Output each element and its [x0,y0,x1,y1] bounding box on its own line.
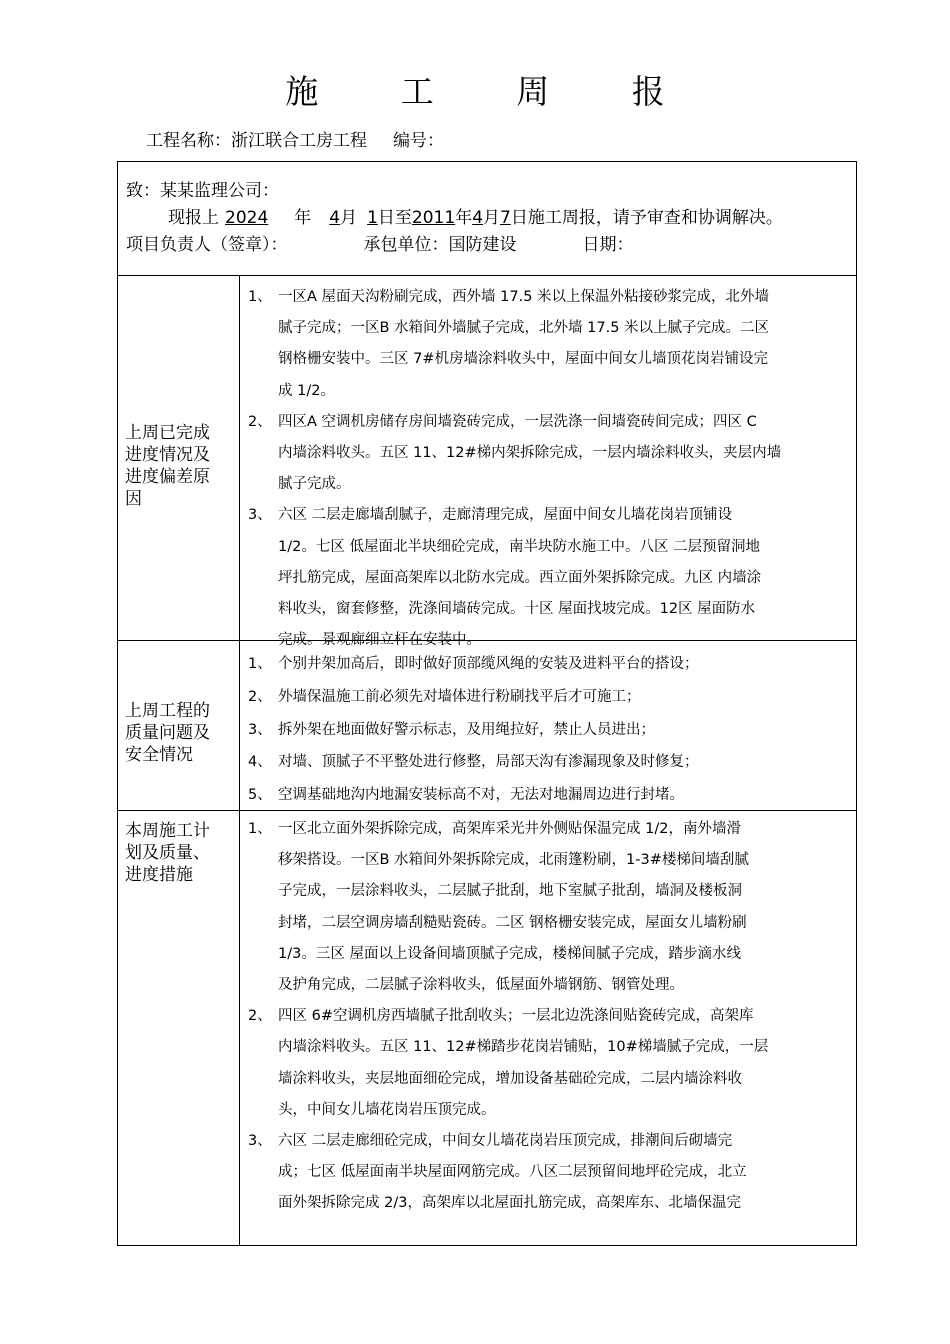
section-content-this-week-plan [248,814,848,1220]
section-label-this-week-plan: 本周施工计 划及质量、 进度措施 [125,821,210,885]
project-info [146,128,444,154]
addressee: 致：某某监理公司： [126,181,279,201]
year-start: 2024 [225,208,269,228]
signature-line [126,232,848,259]
section-content-last-week-progress [248,282,848,656]
list-item: 3、 拆外架在地面做好警示标志，及用绳拉好，禁止人员进出； [248,721,655,738]
report-header [126,178,848,259]
day-start: 1 [367,208,378,228]
list-item: 4、 对墙、顶腻子不平整处进行修整，局部天沟有渗漏现象及时修复； [248,754,699,771]
section-label-last-week-progress: 上周已完成 进度情况及 进度偏差原 因 [125,423,210,509]
project-number: 编号： [393,131,444,151]
report-table [117,161,857,1246]
list-item: 5、 空调基础地沟内地漏安装标高不对，无法对地漏周边进行封堵。 [248,787,684,804]
section-content-quality-safety [248,648,848,812]
project-name: 工程名称：浙江联合工房工程 [146,131,367,151]
day-end: 7 [500,208,511,228]
list-item: 1、 一区A 屋面天沟粉刷完成，西外墙 17.5 米以上保温外粘接砂浆完成，北外墙 腻子完成；一区B 水箱间外墙腻子完成，北外墙 17.5 米以上腻子完成。二区 钢格栅安装中。三区 7#机房墙涂料收头中，屋面中间女儿墙顶花岗岩铺设完 成 1/2。 [248,289,770,399]
month-start: 4 [329,208,341,228]
list-item: 3、 六区 二层走廊细砼完成，中间女儿墙花岗岩压顶完成，排潮间后砌墙完 成；七区 低屋面南半块屋面网筋完成。八区二层预留间地坪砼完成，北立 面外架拆除完成 2/3，高架库以北屋面扎筋完成，高架库东、北墙保温完 [248,1133,747,1212]
year-end: 2011 [411,208,456,228]
list-item: 2、 外墙保温施工前必须先对墙体进行粉刷找平后才可施工； [248,688,641,705]
report-statement: 现报上 2024 年 4月 1日至2011年4月7日施工周报，请予审查和协调解决。 [168,208,783,228]
project-manager: 项目负责人（签章）： [126,235,288,255]
contractor: 承包单位：国防建设 [363,235,517,255]
row-divider [118,275,856,276]
list-item: 2、 四区A 空调机房储存房间墙瓷砖完成，一层洗涤一间墙瓷砖间完成；四区 C 内墙涂料收头。五区 11、12#梯内架拆除完成，一层内墙涂料收头，夹层内墙 腻子完成。 [248,413,782,493]
list-item: 2、 四区 6#空调机房西墙腻子批刮收头；一层北边洗涤间贴瓷砖完成，高架库 内墙涂料收头。五区 11、12#梯踏步花岗岩铺贴，10#梯墙腻子完成，一层 墙涂料收头，夹层地面细砼完成，增加设备基础砼完成，二层内墙涂料收 头，中间女儿墙花岗岩压顶完成。 [248,1008,769,1118]
list-item: 1、 个别井架加高后，即时做好顶部缆风绳的安装及进料平台的搭设； [248,656,699,672]
section-label-quality-safety: 上周工程的 质量问题及 安全情况 [125,701,210,765]
list-item: 1、 一区北立面外架拆除完成，高架库采光井外侧贴保温完成 1/2，南外墙滑 移架搭设。一区B 水箱间外架拆除完成，北雨篷粉刷，1-3#楼梯间墙刮腻 子完成，一层涂料收头，二层腻子批刮，地下室腻子批刮，墙洞及楼板洞 封堵，二层空调房墙刮糙贴瓷砖。二区 钢格栅安装完成，屋面女儿墙粉刷 1/3。三区 屋面以上设备间墙顶腻子完成，楼梯间腻子完成，踏步滴水线 及护角完成，二层腻子涂料收头，低屋面外墙钢筋、钢管处理。 [248,821,749,994]
month-end: 4 [472,208,484,228]
page-title: 施 工 周 报 [285,72,701,111]
list-item: 3、 六区 二层走廊墙刮腻子，走廊清理完成，屋面中间女儿墙花岗岩顶铺设 1/2。七区 低屋面北半块细砼完成，南半块防水施工中。八区 二层预留洞地 坪扎筋完成，屋面高架库以北防水完成。西立面外架拆除完成。九区 内墙涂 料收头，窗套修整，洗涤间墙砖完成。十区 屋面找坡完成。12区 屋面防水 完成。景观廊细立杆在安装中。 [248,507,762,649]
report-date: 日期： [582,235,634,255]
column-divider [239,275,240,1245]
